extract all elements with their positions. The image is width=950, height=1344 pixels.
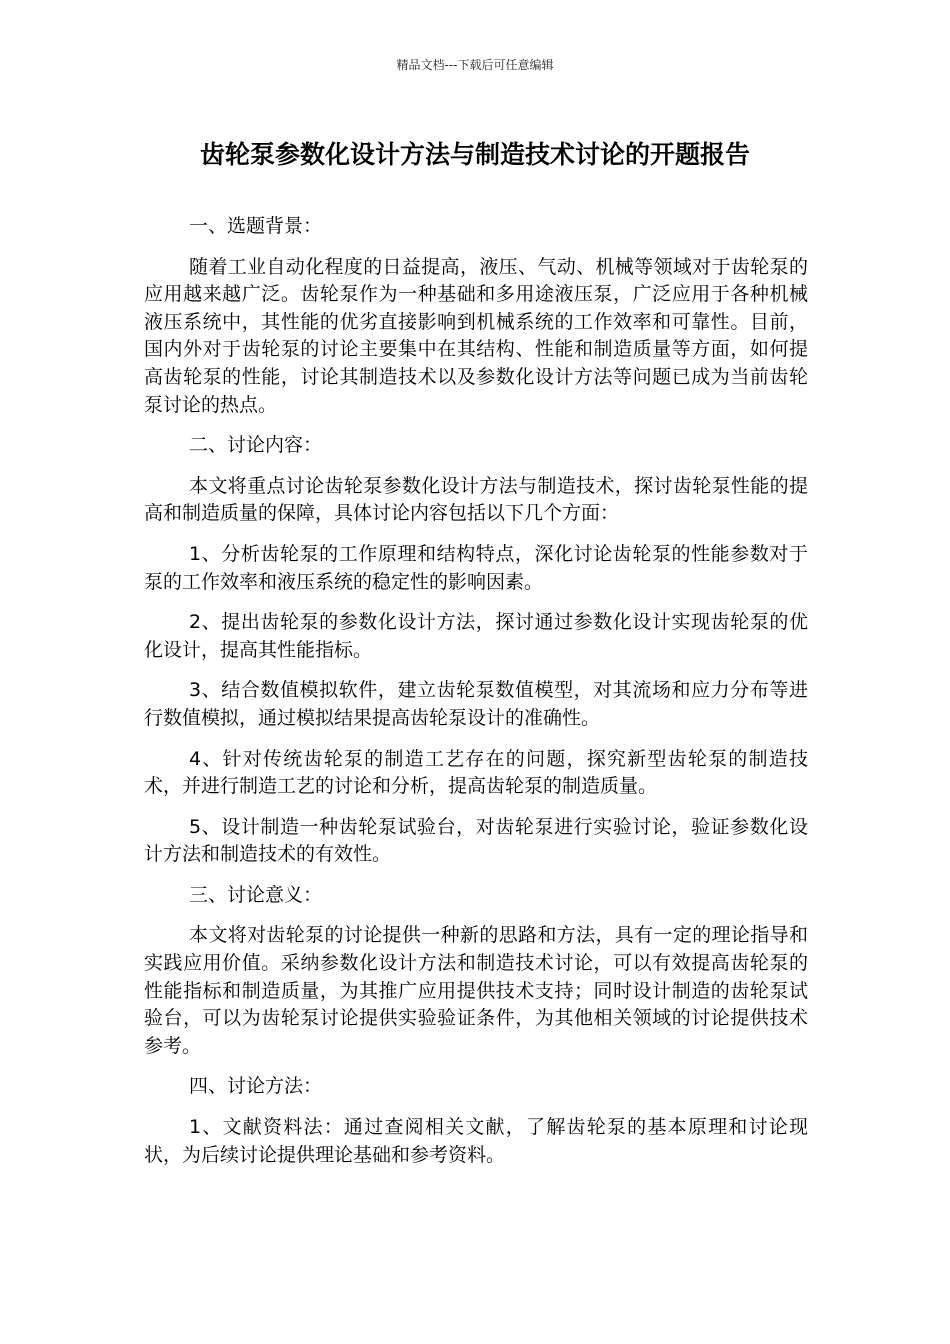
method-item-1: 1、文献资料法：通过查阅相关文献，了解齿轮泵的基本原理和讨论现状，为后续讨论提供理论基础和参考资料。 [144,1116,808,1166]
section-heading-background: 一、选题背景： [189,215,323,237]
content-item-3: 3、结合数值模拟软件，建立齿轮泵数值模型，对其流场和应力分布等进行数值模拟，通过模拟结果提高齿轮泵设计的准确性。 [144,679,808,729]
header-note: 精品文档---下载后可任意编辑 [396,58,554,72]
content-item-1: 1、分析齿轮泵的工作原理和结构特点，深化讨论齿轮泵的性能参数对于泵的工作效率和液压系统的稳定性的影响因素。 [144,542,808,593]
document-body [144,213,808,1182]
section-heading-content: 二、讨论内容： [189,434,323,457]
section-heading-methods: 四、讨论方法： [189,1075,323,1098]
content-item-5: 5、设计制造一种齿轮泵试验台，对齿轮泵进行实验讨论，验证参数化设计方法和制造技术的有效性。 [144,815,808,866]
content-item-4: 4、针对传统齿轮泵的制造工艺存在的问题，探究新型齿轮泵的制造技术，并进行制造工艺的讨论和分析，提高齿轮泵的制造质量。 [144,747,808,798]
significance-paragraph: 本文将对齿轮泵的讨论提供一种新的思路和方法，具有一定的理论指导和实践应用价值。采纳参数化设计方法和制造技术讨论，可以有效提高齿轮泵的性能指标和制造质量，为其推广应用提供技术支持；同时设计制造的齿轮泵试验台，可以为齿轮泵讨论提供实验验证条件，为其他相关领域的讨论提供技术参考。 [144,924,808,1057]
background-paragraph: 随着工业自动化程度的日益提高，液压、气动、机械等领域对于齿轮泵的应用越来越广泛。齿轮泵作为一种基础和多用途液压泵，广泛应用于各种机械液压系统中，其性能的优劣直接影响到机械系统的工作效率和可靠性。目前，国内外对于齿轮泵的讨论主要集中在其结构、性能和制造质量等方面，如何提高齿轮泵的性能，讨论其制造技术以及参数化设计方法等问题已成为当前齿轮泵讨论的热点。 [144,255,808,416]
content-item-2: 2、提出齿轮泵的参数化设计方法，探讨通过参数化设计实现齿轮泵的优化设计，提高其性能指标。 [144,611,808,661]
document-title: 齿轮泵参数化设计方法与制造技术讨论的开题报告 [199,140,750,169]
section-heading-significance: 三、讨论意义： [189,883,323,906]
content-intro-paragraph: 本文将重点讨论齿轮泵参数化设计方法与制造技术，探讨齿轮泵性能的提高和制造质量的保障，具体讨论内容包括以下几个方面： [144,474,808,525]
